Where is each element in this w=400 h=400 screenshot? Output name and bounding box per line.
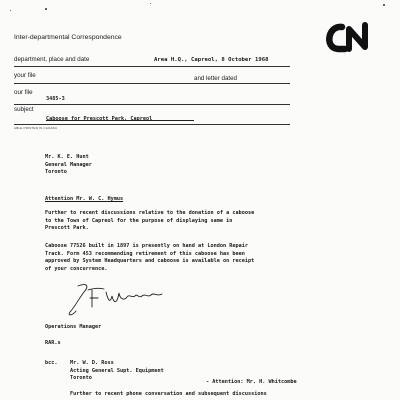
signature-title: Operations Manager bbox=[45, 324, 102, 330]
subject-label: subject bbox=[14, 106, 34, 113]
handwritten-signature bbox=[64, 280, 172, 320]
letter-dated-label: and letter dated bbox=[194, 75, 238, 82]
paragraph-1-line: Further to recent discussions relative to the donation of a caboose bbox=[45, 210, 255, 216]
department-value: Area H.Q., Capreol, 8 October 1968 bbox=[154, 57, 269, 63]
department-label: department, place and date bbox=[14, 56, 90, 63]
our-file-value: 3485-3 bbox=[46, 96, 65, 102]
bcc-closing-line: Further to recent phone conversation and subsequent discussions bbox=[70, 391, 267, 397]
addressee-city: Toronto bbox=[45, 169, 67, 176]
scan-speck bbox=[10, 10, 11, 11]
paragraph-1-line: Prescott Park. bbox=[45, 225, 89, 232]
paragraph-2-line: Track. Form 453 recommending retirement of this caboose has been bbox=[45, 250, 245, 257]
addressee-title: General Manager bbox=[45, 161, 92, 168]
paragraph-1 bbox=[45, 210, 285, 233]
your-file-label: your file bbox=[14, 72, 36, 79]
paragraph-1-line: to the Town of Capreol for the purpose of displaying same in bbox=[45, 217, 233, 224]
paragraph-2-line: Caboose 77526 built in 1897 is presently on hand at London Repair bbox=[45, 243, 249, 249]
bcc-name: Mr. W. D. Ross bbox=[70, 360, 114, 366]
document-title: Inter-departmental Correspondence bbox=[14, 34, 122, 41]
your-file-rule bbox=[14, 83, 290, 84]
addressee-name: Mr. K. E. Hunt bbox=[45, 154, 89, 160]
subject-rule bbox=[14, 124, 290, 125]
department-rule bbox=[14, 66, 290, 67]
paragraph-2-line: of your concurrence. bbox=[45, 265, 108, 272]
scan-speck bbox=[45, 8, 47, 10]
our-file-label: our file bbox=[14, 89, 33, 96]
attention-line: Attention Mr. W. C. Hymus bbox=[45, 196, 124, 202]
bcc-title: Acting General Supt. Equipment bbox=[70, 367, 164, 374]
our-file-rule bbox=[14, 104, 290, 105]
addressee-block bbox=[45, 154, 285, 177]
paragraph-2 bbox=[45, 243, 285, 273]
initials: RAR.s bbox=[45, 340, 61, 346]
scan-speck bbox=[150, 3, 151, 4]
printed-note: ABLE PRINTED IN CANADA bbox=[14, 126, 58, 130]
paragraph-2-line: approved by System Headquarters and caboose is available on receipt bbox=[45, 258, 255, 265]
bcc-label: bcc. bbox=[45, 360, 58, 366]
subject-value: Caboose for Prescott Park, Capreol bbox=[46, 116, 153, 122]
bcc-attention: - Attention: Mr. H. Whitcombe bbox=[206, 379, 297, 385]
bcc-city: Toronto bbox=[70, 375, 92, 382]
scan-speck bbox=[383, 4, 385, 6]
cn-logo bbox=[318, 18, 380, 58]
subject-strike bbox=[46, 120, 194, 121]
